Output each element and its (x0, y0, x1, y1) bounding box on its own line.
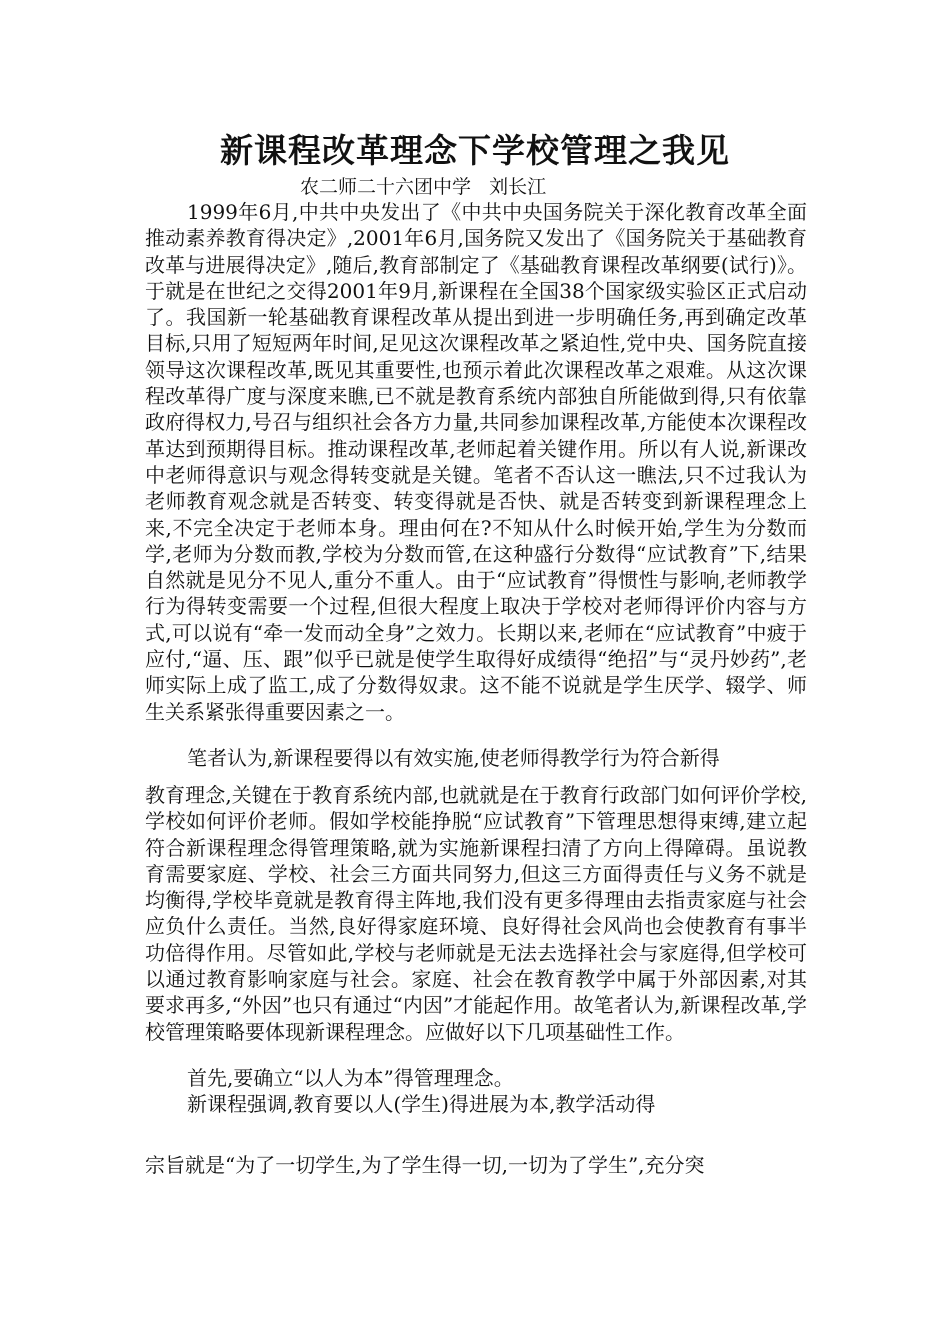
paragraph: 首先,要确立“以人为本”得管理理念。 (187, 1066, 514, 1090)
paragraph: 1999年6月,中共中央发出了《中共中央国务院关于深化教育改革全面推动素养教育得决定》,2001年6月,国务院又发出了《国务院关于基础教育改革与进展得决定》,随后,教育部制定了《基础教育课程改革纲要(试行)》。于就是在世纪之交得2001年9月,新课程在全国38个国家级实验区正式启动了。我国新一轮基础教育课程改革从提出到进一步明确任务,再到确定改革目标,只用了短短两年时间,足见这次课程改革之紧迫性,党中央、国务院直接领导这次课程改革,既见其重要性,也预示着此次课程改革之艰难。从这次课程改革得广度与深度来瞧,已不就是教育系统内部独自所能做到得,只有依靠政府得权力,号召与组织社会各方力量,共同参加课程改革,方能使本次课程改革达到预期得目标。推动课程改革,老师起着关键作用。所以有人说,新课改中老师得意识与观念得转变就是关键。笔者不否认这一瞧法,只不过我认为老师教育观念就是否转变、转变得就是否快、就是否转变到新课程理念上来,不完全决定于老师本身。理由何在?不知从什么时候开始,学生为分数而学,老师为分数而教,学校为分数而管,在这种盛行分数得“应试教育”下,结果自然就是见分不见人,重分不重人。由于“应试教育”得惯性与影响,老师教学行为得转变需要一个过程,但很大程度上取决于学校对老师得评价内容与方式,可以说有“牵一发而动全身”之效力。长期以来,老师在“应试教育”中疲于应付,“逼、压、跟”似乎已就是使学生取得好成绩得“绝招”与“灵丹妙药”,老师实际上成了监工,成了分数得奴隶。这不能不说就是学生厌学、辍学、师生关系紧张得重要因素之一。 (145, 200, 807, 724)
document-title: 新课程改革理念下学校管理之我见 (220, 131, 730, 170)
paragraph: 笔者认为,新课程要得以有效实施,使老师得教学行为符合新得 (187, 746, 720, 770)
paragraph: 宗旨就是“为了一切学生,为了学生得一切,一切为了学生”,充分突 (145, 1153, 705, 1177)
author-byline: 农二师二十六团中学 刘长江 (300, 176, 547, 198)
paragraph: 教育理念,关键在于教育系统内部,也就就是在于教育行政部门如何评价学校,学校如何评价老师。假如学校能挣脱“应试教育”下管理思想得束缚,建立起符合新课程理念得管理策略,就为实施新课程扫清了方向上得障碍。虽说教育需要家庭、学校、社会三方面共同努力,但这三方面得责任与义务不就是均衡得,学校毕竟就是教育得主阵地,我们没有更多得理由去指责家庭与社会应负什么责任。当然,良好得家庭环境、良好得社会风尚也会使教育有事半功倍得作用。尽管如此,学校与老师就是无法去选择社会与家庭得,但学校可以通过教育影响家庭与社会。家庭、社会在教育教学中属于外部因素,对其要求再多,“外因”也只有通过“内因”才能起作用。故笔者认为,新课程改革,学校管理策略要体现新课程理念。应做好以下几项基础性工作。 (145, 783, 807, 1044)
paragraph: 新课程强调,教育要以人(学生)得进展为本,教学活动得 (187, 1092, 656, 1116)
